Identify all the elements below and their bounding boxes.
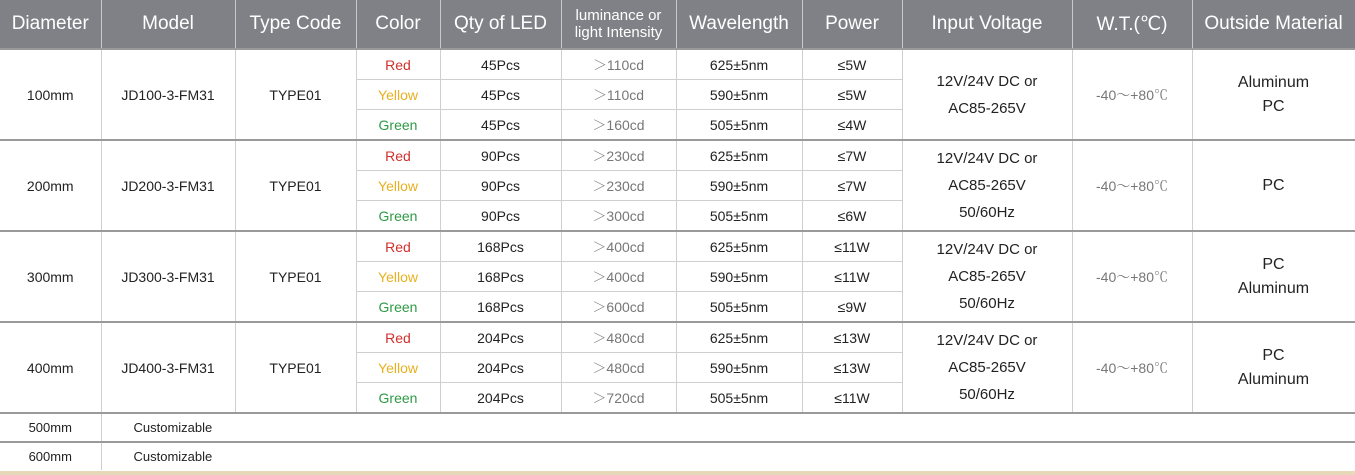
voltage-cell (902, 140, 1072, 231)
table-row (0, 140, 1355, 171)
power-cell: ≤7W (802, 171, 902, 201)
luminance-cell: ＞600cd (561, 292, 676, 323)
header-row (0, 0, 1355, 49)
power-cell: ≤5W (802, 49, 902, 80)
qty-cell: 45Pcs (440, 80, 561, 110)
header-luminance-line1: luminance or (575, 7, 662, 24)
power-cell: ≤11W (802, 383, 902, 414)
wavelength-cell: 625±5nm (676, 231, 802, 262)
diameter-cell: 300mm (0, 231, 101, 322)
qty-cell: 168Pcs (440, 262, 561, 292)
header-outside-material: Outside Material (1192, 0, 1355, 49)
voltage-cell (902, 49, 1072, 140)
type-code-cell: TYPE01 (235, 49, 356, 140)
model-cell: JD200-3-FM31 (101, 140, 235, 231)
qty-cell: 204Pcs (440, 353, 561, 383)
luminance-cell: ＞110cd (561, 49, 676, 80)
custom-row (0, 413, 1355, 442)
material-cell (1192, 140, 1355, 231)
luminance-cell: ＞400cd (561, 231, 676, 262)
power-cell: ≤13W (802, 353, 902, 383)
qty-cell: 204Pcs (440, 322, 561, 353)
diameter-cell: 600mm (0, 442, 101, 470)
power-cell: ≤9W (802, 292, 902, 323)
voltage-line: 50/60Hz (959, 204, 1015, 221)
luminance-cell: ＞230cd (561, 171, 676, 201)
model-cell: JD300-3-FM31 (101, 231, 235, 322)
wavelength-cell: 590±5nm (676, 171, 802, 201)
table-body (0, 49, 1355, 470)
table-row (0, 231, 1355, 262)
custom-row (0, 442, 1355, 470)
luminance-cell: ＞160cd (561, 110, 676, 141)
voltage-line: 50/60Hz (959, 386, 1015, 403)
wavelength-cell: 625±5nm (676, 322, 802, 353)
table-row (0, 322, 1355, 353)
material-line: PC (1262, 97, 1285, 115)
voltage-line: 12V/24V DC or (936, 332, 1038, 349)
voltage-cell (902, 322, 1072, 413)
wavelength-cell: 590±5nm (676, 80, 802, 110)
voltage-line: 12V/24V DC or (936, 241, 1038, 258)
wavelength-cell: 625±5nm (676, 140, 802, 171)
wavelength-cell: 505±5nm (676, 110, 802, 141)
luminance-cell: ＞230cd (561, 140, 676, 171)
material-cell (1192, 49, 1355, 140)
luminance-cell: ＞110cd (561, 80, 676, 110)
type-code-cell: TYPE01 (235, 140, 356, 231)
header-model: Model (101, 0, 235, 49)
voltage-line: AC85-265V (948, 268, 1026, 285)
header-luminance-line2: light Intensity (574, 24, 663, 41)
luminance-cell: ＞480cd (561, 322, 676, 353)
power-cell: ≤7W (802, 140, 902, 171)
header-input-voltage: Input Voltage (902, 0, 1072, 49)
material-line: PC (1262, 255, 1285, 273)
header-luminance (561, 0, 676, 49)
wt-cell: -40～+80℃ (1072, 231, 1192, 322)
wavelength-cell: 590±5nm (676, 353, 802, 383)
model-cell: JD100-3-FM31 (101, 49, 235, 140)
model-cell: JD400-3-FM31 (101, 322, 235, 413)
power-cell: ≤11W (802, 231, 902, 262)
voltage-line: AC85-265V (948, 177, 1026, 194)
header-qty: Qty of LED (440, 0, 561, 49)
table-row (0, 49, 1355, 80)
voltage-line: AC85-265V (948, 359, 1026, 376)
material-line: PC (1262, 176, 1285, 194)
qty-cell: 204Pcs (440, 383, 561, 414)
power-cell: ≤6W (802, 201, 902, 232)
material-line: Aluminum (1237, 279, 1310, 297)
type-code-cell: TYPE01 (235, 322, 356, 413)
qty-cell: 45Pcs (440, 110, 561, 141)
color-cell: Green (356, 292, 440, 323)
wt-cell: -40～+80℃ (1072, 322, 1192, 413)
wt-cell: -40～+80℃ (1072, 140, 1192, 231)
voltage-line: AC85-265V (948, 99, 1026, 117)
power-cell: ≤5W (802, 80, 902, 110)
header-power: Power (802, 0, 902, 49)
material-cell (1192, 322, 1355, 413)
diameter-cell: 400mm (0, 322, 101, 413)
voltage-line: 12V/24V DC or (936, 150, 1038, 167)
type-code-cell: TYPE01 (235, 231, 356, 322)
material-line: Aluminum (1237, 73, 1310, 91)
material-line: PC (1262, 346, 1285, 364)
wavelength-cell: 505±5nm (676, 292, 802, 323)
color-cell: Yellow (356, 171, 440, 201)
color-cell: Red (356, 231, 440, 262)
wavelength-cell: 590±5nm (676, 262, 802, 292)
voltage-line: 12V/24V DC or (936, 72, 1038, 90)
header-type-code: Type Code (235, 0, 356, 49)
power-cell: ≤4W (802, 110, 902, 141)
header-wavelength: Wavelength (676, 0, 802, 49)
color-cell: Green (356, 383, 440, 414)
color-cell: Red (356, 322, 440, 353)
material-line: Aluminum (1237, 370, 1310, 388)
qty-cell: 168Pcs (440, 231, 561, 262)
wavelength-cell: 505±5nm (676, 383, 802, 414)
color-cell: Green (356, 110, 440, 141)
color-cell: Yellow (356, 262, 440, 292)
color-cell: Red (356, 49, 440, 80)
bottom-border (0, 471, 1355, 475)
wavelength-cell: 625±5nm (676, 49, 802, 80)
color-cell: Red (356, 140, 440, 171)
qty-cell: 90Pcs (440, 201, 561, 232)
diameter-cell: 200mm (0, 140, 101, 231)
qty-cell: 168Pcs (440, 292, 561, 323)
diameter-cell: 500mm (0, 413, 101, 442)
power-cell: ≤11W (802, 262, 902, 292)
material-cell (1192, 231, 1355, 322)
customizable-cell: Customizable (101, 442, 1355, 470)
power-cell: ≤13W (802, 322, 902, 353)
header-color: Color (356, 0, 440, 49)
color-cell: Green (356, 201, 440, 232)
color-cell: Yellow (356, 353, 440, 383)
wt-cell: -40～+80℃ (1072, 49, 1192, 140)
voltage-cell (902, 231, 1072, 322)
luminance-cell: ＞300cd (561, 201, 676, 232)
voltage-line: 50/60Hz (959, 295, 1015, 312)
luminance-cell: ＞400cd (561, 262, 676, 292)
customizable-cell: Customizable (101, 413, 1355, 442)
qty-cell: 90Pcs (440, 171, 561, 201)
qty-cell: 90Pcs (440, 140, 561, 171)
luminance-cell: ＞480cd (561, 353, 676, 383)
qty-cell: 45Pcs (440, 49, 561, 80)
header-diameter: Diameter (0, 0, 101, 49)
luminance-cell: ＞720cd (561, 383, 676, 414)
wavelength-cell: 505±5nm (676, 201, 802, 232)
diameter-cell: 100mm (0, 49, 101, 140)
header-wt: W.T.(℃) (1072, 0, 1192, 49)
color-cell: Yellow (356, 80, 440, 110)
